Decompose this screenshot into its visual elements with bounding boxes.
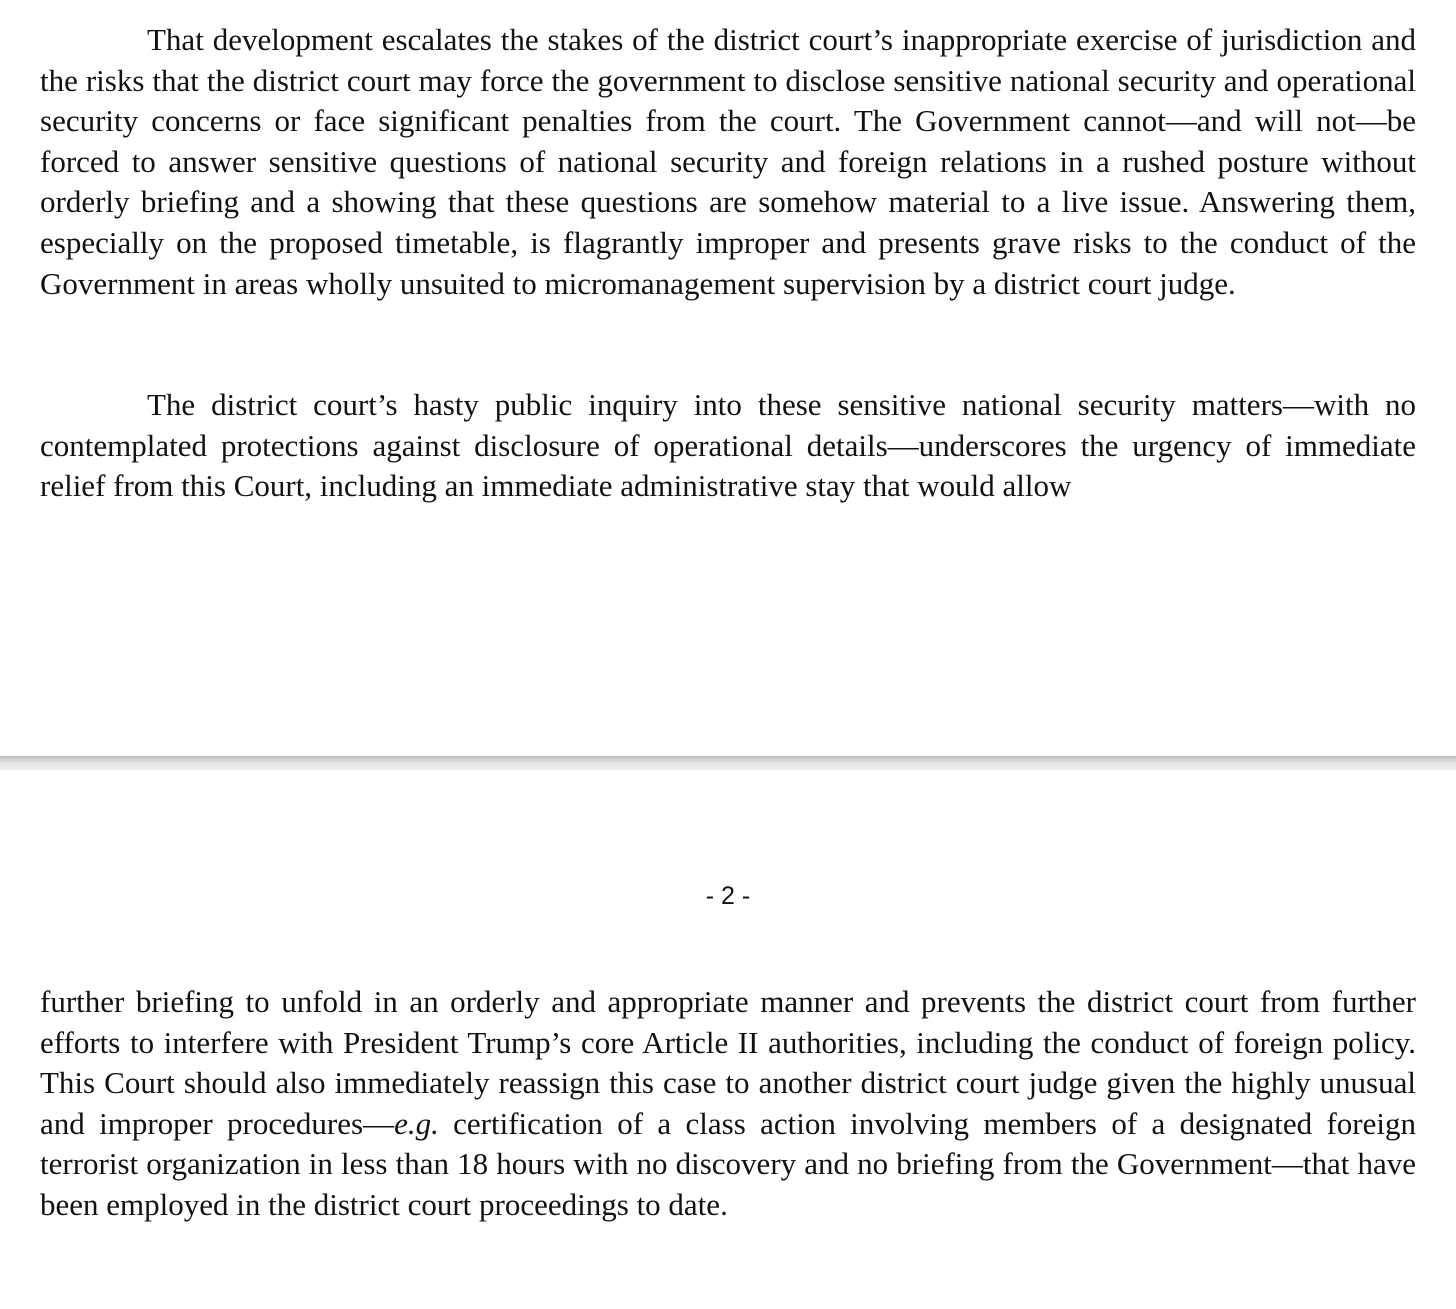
body-paragraph-1: That development escalates the stakes of the district court’s inappropriate exercise of jurisdiction and the risks that the district court may force the government to disclose sensitive national security and operational security concerns or face significant penalties from the court. The Government cannot—and will not—be forced to answer sensitive questions of national security and foreign relations in a rushed posture without orderly briefing and a showing that these questions are somehow material to a live issue. Answering them, especially on the proposed timetable, is flagrantly improper and presents grave risks to the conduct of the Government in areas wholly unsuited to micromanagement supervision by a district court judge.	[40, 22, 1416, 301]
paragraph-3-italic-abbrev: e.g.	[394, 1105, 439, 1141]
paragraph-3-text-b: certification of a class action involving members of a designated foreign terrorist organization in less than 18 hours with no discovery and no briefing from the Government—that have been employed in the district court proceedings to date.	[40, 1105, 1416, 1222]
paragraph-3-text-a: further briefing to unfold in an orderly and appropriate manner and prevents the district court from further efforts to interfere with President Trump’s core Article II authorities, including the conduct of foreign policy. This Court should also immediately reassign this case to another district court judge given the highly unusual and improper procedures—	[40, 984, 1416, 1141]
page-number: - 2 -	[705, 882, 751, 910]
body-paragraph-3	[40, 982, 1416, 1226]
page-break-divider	[0, 756, 1456, 770]
body-paragraph-2: The district court’s hasty public inquiry into these sensitive national security matters—with no contemplated protections against disclosure of operational details—underscores the urgency of immediate relief from this Court, including an immediate administrative stay that would allow	[40, 387, 1416, 504]
